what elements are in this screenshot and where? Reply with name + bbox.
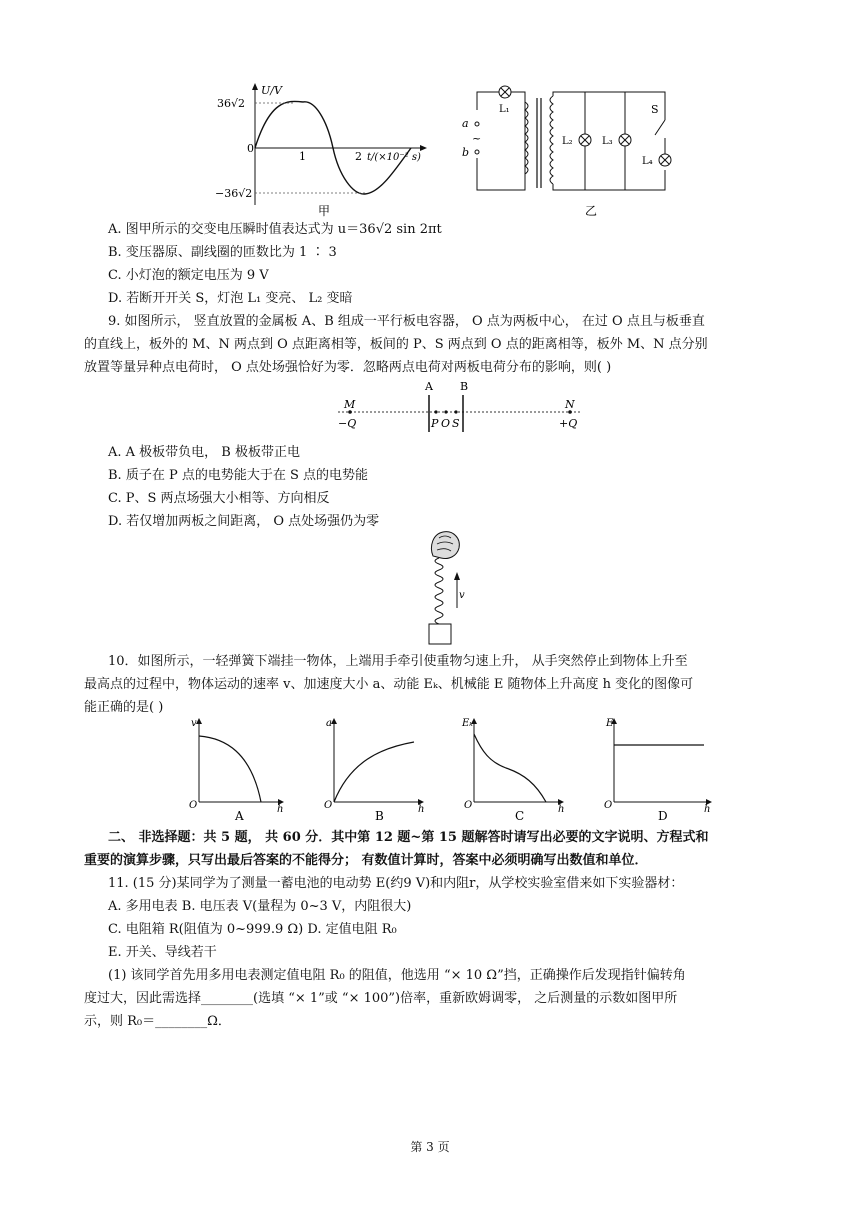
q9-option-d: D. 若仅增加两板之间距离， O 点处场强仍为零 xyxy=(108,514,380,529)
label-plate-a: A xyxy=(425,380,433,393)
label-l1: L₁ xyxy=(499,104,510,115)
q10-stem-3: 能正确的是( ) xyxy=(84,700,164,715)
q10-stem-2: 最高点的过程中，物体运动的速率 v、加速度大小 a、动能 Eₖ、机械能 E 随物体上升高度 h 变化的图像可 xyxy=(84,677,694,692)
q9-stem-3: 放置等量异种点电荷时， O 点处场强恰好为零．忽略两点电荷对两板电荷分布的影响，则( ) xyxy=(84,360,612,375)
graph-d-ylabel: E xyxy=(606,718,614,729)
q10-graph-c xyxy=(460,712,570,822)
graph-a-ylabel: v xyxy=(191,718,197,729)
q11-equipment-3: E. 开关、导线若干 xyxy=(108,945,217,960)
graph-a-caption: A xyxy=(235,809,244,822)
lamp-l4-icon xyxy=(659,154,671,166)
block-icon xyxy=(429,624,451,644)
section2-heading-1: 二、 非选择题：共 5 题， 共 60 分．其中第 12 题~第 15 题解答时请写出必要的文字说明、方程式和 xyxy=(108,830,709,845)
label-n: N xyxy=(565,398,575,411)
label-s: S xyxy=(452,417,460,430)
graph-ylabel: U/V xyxy=(261,84,282,97)
graph-xlabel: t/(×10⁻² s) xyxy=(367,152,421,163)
graph-b-xlabel: h xyxy=(418,804,425,815)
q10-stem-1: 10．如图所示，一轻弹簧下端挂一物体，上端用手牵引使重物匀速上升， 从手突然停止到物体上升至 xyxy=(108,654,688,669)
label-s: S xyxy=(651,103,659,116)
q11-part1-2: 度过大，因此需选择________(选填 “× 1”或 “× 100”)倍率，重新欧姆调零， 之后测量的示数如图甲所 xyxy=(84,991,678,1006)
graph-c-caption: C xyxy=(515,809,525,822)
graph-origin: 0 xyxy=(247,142,254,155)
label-v: v xyxy=(459,590,465,601)
q9-option-c: C. P、S 两点场强大小相等、方向相反 xyxy=(108,491,330,506)
q9-stem-2: 的直线上，板外的 M、N 两点到 O 点距离相等，板间的 P、S 两点到 O 点的距离相等，板外 M、N 点分别 xyxy=(84,337,708,352)
label-m: M xyxy=(344,398,356,411)
graph-d-origin: O xyxy=(604,800,613,811)
q10-graph-b xyxy=(320,712,430,822)
label-minus-q: −Q xyxy=(338,417,357,430)
q10-spring-figure xyxy=(415,528,475,648)
q11-equipment-1: A. 多用电表 B. 电压表 V(量程为 0~3 V，内阻很大) xyxy=(108,899,412,914)
q8-option-c: C. 小灯泡的额定电压为 9 V xyxy=(108,268,269,283)
label-a: a xyxy=(462,117,469,130)
graph-b-ylabel: a xyxy=(326,718,332,729)
graph-caption: 甲 xyxy=(318,204,331,218)
lamp-l1-icon xyxy=(499,86,511,98)
graph-c-origin: O xyxy=(464,800,473,811)
graph-ytop: 36√2 xyxy=(217,97,246,110)
graph-ybottom: −36√2 xyxy=(215,187,253,200)
label-l2: L₂ xyxy=(562,136,573,147)
switch-s-icon xyxy=(655,120,665,135)
label-plate-b: B xyxy=(460,380,469,393)
label-o: O xyxy=(441,417,451,430)
q9-option-b: B. 质子在 P 点的电势能大于在 S 点的电势能 xyxy=(108,468,369,483)
graph-d-xlabel: h xyxy=(704,804,711,815)
label-plus-q: +Q xyxy=(559,417,578,430)
q11-stem: 11. (15 分)某同学为了测量一蓄电池的电动势 E(约9 V)和内阻r，从学校实验室借来如下实验器材： xyxy=(108,876,684,891)
figure-jia-voltage-graph xyxy=(215,80,455,220)
graph-c-ylabel: Eₖ xyxy=(462,718,473,729)
circuit-caption: 乙 xyxy=(585,204,598,218)
graph-b-origin: O xyxy=(324,800,333,811)
label-tilde: ~ xyxy=(472,132,482,145)
q11-equipment-2: C. 电阻箱 R(阻值为 0~999.9 Ω) D. 定值电阻 R₀ xyxy=(108,922,397,937)
q8-option-b: B. 变压器原、副线圈的匝数比为 1 ∶ 3 xyxy=(108,245,337,260)
page-number: 第 3 页 xyxy=(410,1140,450,1154)
q8-option-d: D. 若断开开关 S，灯泡 L₁ 变亮、 L₂ 变暗 xyxy=(108,291,353,306)
graph-d-caption: D xyxy=(658,809,668,822)
label-l3: L₃ xyxy=(602,136,613,147)
graph-tick-1: 1 xyxy=(299,150,306,163)
q11-part1-3: 示，则 R₀＝________Ω． xyxy=(84,1014,231,1029)
lamp-l2-icon xyxy=(579,134,591,146)
terminal-b xyxy=(475,150,479,154)
terminal-a xyxy=(475,122,479,126)
q9-option-a: A. A 极板带负电， B 极板带正电 xyxy=(108,445,300,460)
q10-graph-a xyxy=(185,712,285,822)
label-b: b xyxy=(462,146,470,159)
graph-tick-2: 2 xyxy=(355,150,362,163)
lamp-l3-icon xyxy=(619,134,631,146)
section2-heading-2: 重要的演算步骤，只写出最后答案的不能得分； 有数值计算时，答案中必须明确写出数值和单位． xyxy=(84,853,648,868)
label-l4: L₄ xyxy=(642,156,653,167)
q8-option-a: A. 图甲所示的交变电压瞬时值表达式为 u＝36√2 sin 2πt xyxy=(108,222,442,237)
q11-part1-1: (1) 该同学首先用多用电表测定值电阻 R₀ 的阻值，他选用 “× 10 Ω”挡，正确操作后发现指针偏转角 xyxy=(108,968,686,983)
graph-a-xlabel: h xyxy=(277,804,284,815)
q9-capacitor-figure xyxy=(330,380,590,435)
q9-stem-1: 9. 如图所示， 竖直放置的金属板 A、B 组成一平行板电容器， O 点为两板中心， 在过 O 点且与板垂直 xyxy=(108,314,705,329)
graph-c-xlabel: h xyxy=(558,804,565,815)
label-p: P xyxy=(431,417,439,430)
q10-graph-d xyxy=(600,712,720,822)
hand-icon xyxy=(431,532,459,559)
graph-b-caption: B xyxy=(375,809,384,822)
graph-a-origin: O xyxy=(189,800,198,811)
figure-yi-circuit xyxy=(455,80,715,220)
